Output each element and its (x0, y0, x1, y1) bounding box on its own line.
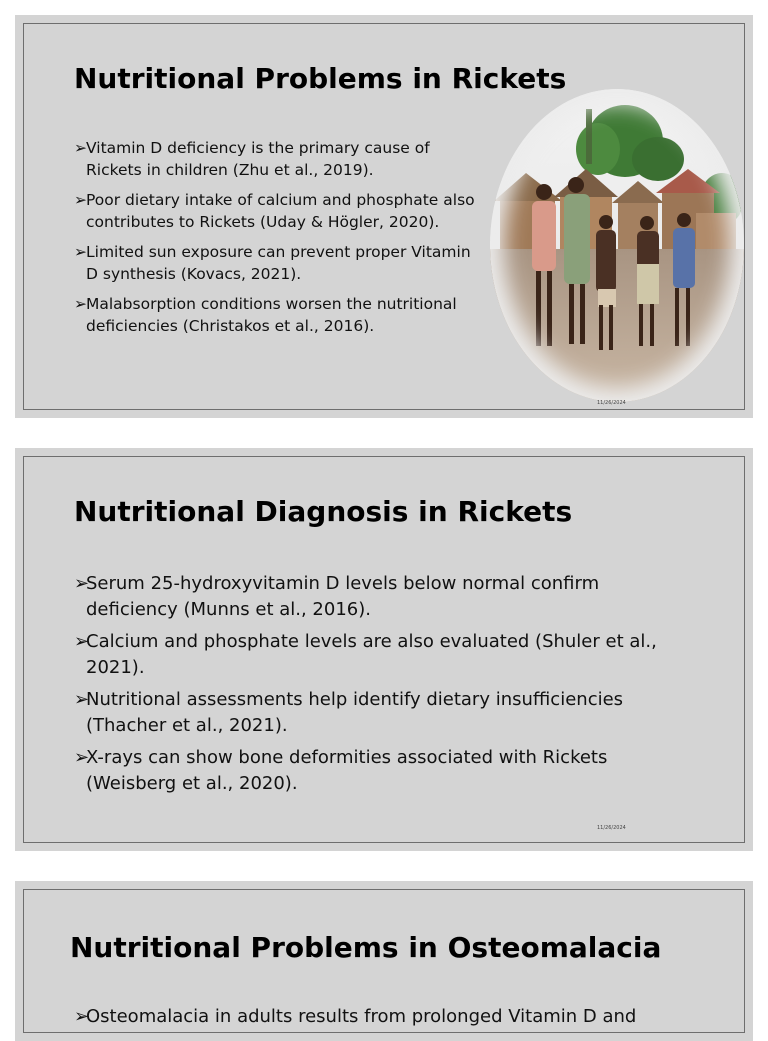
slide-title: Nutritional Problems in Osteomalacia (70, 931, 662, 964)
bullet-list (74, 571, 674, 803)
slide-nutritional-problems-osteomalacia (15, 881, 753, 1041)
arrow-bullet-icon: ➢ (74, 191, 87, 209)
list-item: ➢ X-rays can show bone deformities associated with Rickets (Weisberg et al., 2020). (74, 747, 608, 794)
slide-nutritional-diagnosis-rickets (15, 448, 753, 851)
list-item: ➢ Vitamin D deficiency is the primary cause of Rickets in children (Zhu et al., 2019). (74, 139, 430, 179)
list-item: ➢ Serum 25-hydroxyvitamin D levels below normal confirm deficiency (Munns et al., 2016). (74, 573, 600, 620)
slide-frame (23, 456, 745, 843)
slide-frame (23, 23, 745, 410)
children-village-photo (490, 89, 744, 402)
list-item: ➢ Poor dietary intake of calcium and phosphate also contributes to Rickets (Uday & Högler, 2020). (74, 191, 475, 231)
bullet-list (74, 137, 479, 345)
slide-title: Nutritional Diagnosis in Rickets (74, 495, 573, 528)
arrow-bullet-icon: ➢ (74, 1006, 90, 1027)
slide-frame (23, 889, 745, 1033)
arrow-bullet-icon: ➢ (74, 295, 87, 313)
slide-title: Nutritional Problems in Rickets (74, 62, 567, 95)
list-item: ➢ Osteomalacia in adults results from prolonged Vitamin D and (74, 1006, 637, 1027)
arrow-bullet-icon: ➢ (74, 139, 87, 157)
arrow-bullet-icon: ➢ (74, 631, 90, 652)
arrow-bullet-icon: ➢ (74, 243, 87, 261)
photo-vignette (490, 89, 744, 402)
list-item: ➢ Limited sun exposure can prevent proper Vitamin D synthesis (Kovacs, 2021). (74, 243, 471, 283)
list-item: ➢ Nutritional assessments help identify dietary insufficiencies (Thacher et al., 2021). (74, 689, 624, 736)
bullet-list (74, 1004, 714, 1029)
slide-date: 11/26/2024 (597, 825, 626, 831)
slide-date: 11/26/2024 (597, 400, 626, 406)
list-item: ➢ Calcium and phosphate levels are also evaluated (Shuler et al., 2021). (74, 631, 657, 678)
arrow-bullet-icon: ➢ (74, 573, 90, 594)
arrow-bullet-icon: ➢ (74, 747, 90, 768)
list-item: ➢ Malabsorption conditions worsen the nutritional deficiencies (Christakos et al., 2016). (74, 295, 457, 335)
arrow-bullet-icon: ➢ (74, 689, 90, 710)
slide-nutritional-problems-rickets (15, 15, 753, 418)
